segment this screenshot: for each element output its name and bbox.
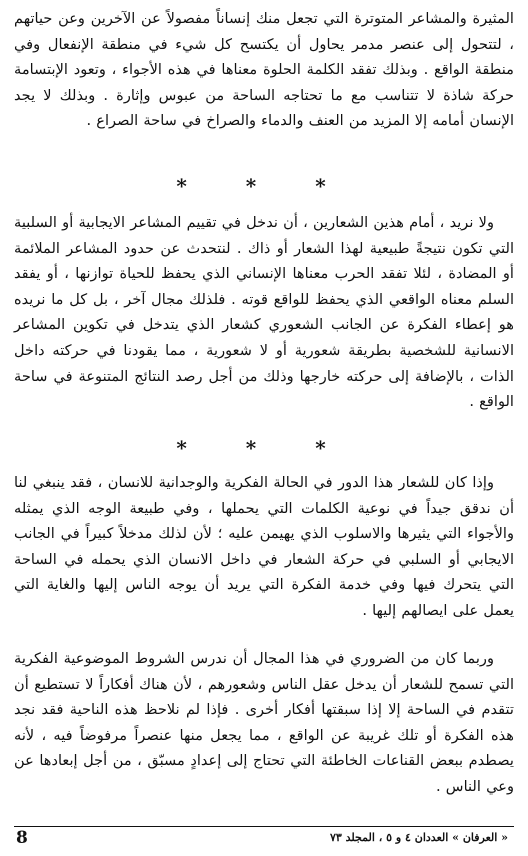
paragraph-3: وإذا كان للشعار هذا الدور في الحالة الفكرية والوجدانية للانسان ، فقد ينبغي لنا أن ندقق جيداً في نوعية الكلمات التي يحملها ، وفي طبيعة الوجه الذي يمثله والأجواء التي يثيرها والاسلوب الذي يهيمن عليه ؛ لأن لذلك مدخلاً كبيراً في الجانب الايجابي أو السلبي في حركة الشعار في داخل الانسان الذي يحمله في الساحة التي يتحرك فيها وفي خدمة الفكرة التي يريد أن يوجه الناس إليها والغاية التي يعمل على ايصالهم إليها . xyxy=(14,474,514,619)
journal-citation: « العرفان » العددان ٤ و ٥ ، المجلد ٧٣ xyxy=(329,831,508,844)
paragraph-2: ولا نريد ، أمام هذين الشعارين ، أن ندخل في تقييم المشاعر الايجابية أو السلبية التي تكون نتيجةً طبيعية لهذا الشعار أو ذاك . لنتحدث عن حدود المشاعر الملائمة أو المضادة ، لئلا تفقد الحرب معناها الإنساني الذي يحفظ للحياة توازنها ، أو يفقد السلم معناه الواقعي الذي يحفظ للواقع قوته . فلذلك مجال آخر ، بل كل ما نريده هو إعطاء الفكرة عن الجانب الشعوري كشعار الذي يتدخل في تكوين المشاعر الانسانية للشخصية بطريقة شعورية أو لا شعورية ، مما يقودنا في حركته داخل الذات ، بالإضافة إلى حركته خارجها وذلك من أجل رصد النتائج المتنوعة في ساحة الواقع . xyxy=(14,214,514,411)
section-separator-2: * * * xyxy=(176,436,352,460)
page-number: 8 xyxy=(16,828,28,848)
page-footer xyxy=(14,830,514,850)
section-separator-1: * * * xyxy=(176,174,352,198)
paragraph-4: وربما كان من الضروري في هذا المجال أن ندرس الشروط الموضوعية الفكرية التي تسمح للشعار أن يدخل عقل الناس وشعورهم ، لأن هناك أفكاراً لا تستطيع أن تتقدم في الساحة إلا إذا سبقتها أفكار أخرى . فإذا لم نلاحظ هذه الناحية فقد نجد هذه الفكرة أو تلك غريبة عن الواقع ، مما يجعل منها عنصراً مرفوضاً فيه ، لأنه يصطدم ببعض القناعات الخاطئة التي تحتاج إلى إعدادٍ مسبّق ، من أجل إبعادها عن وعي الناس . xyxy=(14,650,514,795)
page xyxy=(14,6,514,850)
footer-rule xyxy=(14,826,514,827)
paragraph-1: المثيرة والمشاعر المتوترة التي تجعل منك إنساناً مفصولاً عن الآخرين وعن حياتهم ، لتتحول إلى عنصر مدمر يحاول أن يكتسح كل شيء في منطقة الإنفعال وفي منطقة الواقع . وبذلك تفقد الكلمة الحلوة معناها في هذه الأجواء ، وتعود الإبتسامة حركة شاذة لا تتناسب مع ما تحتاجه الساحة من عبوس وإثارة . وبذلك لا يجد الإنسان أمامه إلا المزيد من العنف والدماء والصراخ في ساحة الصراع . xyxy=(14,10,514,130)
